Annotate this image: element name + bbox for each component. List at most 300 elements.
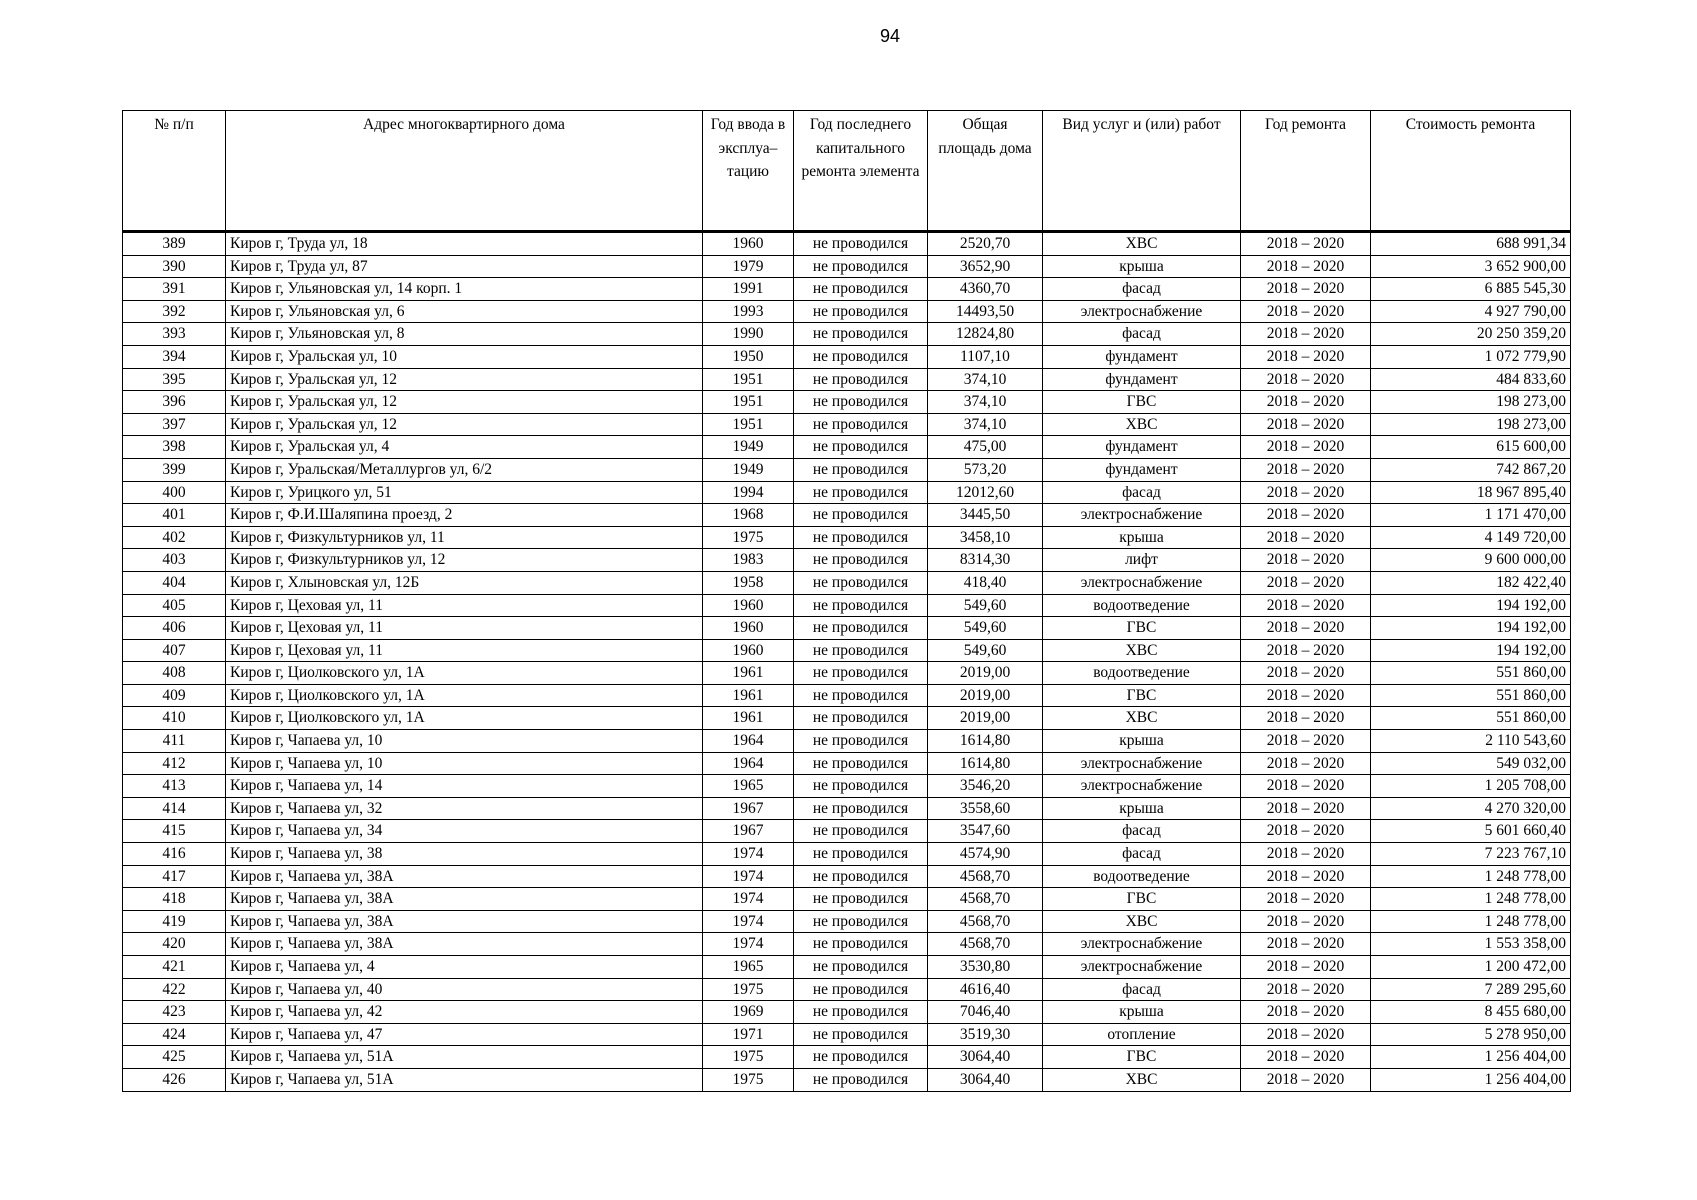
cell-num: 407 bbox=[123, 639, 226, 662]
cell-area: 7046,40 bbox=[928, 1001, 1043, 1024]
table-row bbox=[123, 232, 1571, 256]
cell-area: 8314,30 bbox=[928, 549, 1043, 572]
table-row bbox=[123, 684, 1571, 707]
cell-work-type: электроснабжение bbox=[1043, 775, 1241, 798]
header-num: № п/п bbox=[123, 111, 226, 232]
cell-cost: 1 248 778,00 bbox=[1371, 910, 1571, 933]
cell-work-type: фасад bbox=[1043, 820, 1241, 843]
cell-cost: 549 032,00 bbox=[1371, 752, 1571, 775]
header-year-built: Год ввода в эксплуа–тацию bbox=[703, 111, 794, 232]
cell-work-type: фасад bbox=[1043, 278, 1241, 301]
cell-cost: 7 289 295,60 bbox=[1371, 978, 1571, 1001]
table-row bbox=[123, 617, 1571, 640]
cell-num: 395 bbox=[123, 368, 226, 391]
cell-cost: 551 860,00 bbox=[1371, 707, 1571, 730]
cell-address: Киров г, Уральская ул, 12 bbox=[226, 368, 703, 391]
cell-last-repair: не проводился bbox=[794, 978, 928, 1001]
cell-year-built: 1968 bbox=[703, 504, 794, 527]
cell-address: Киров г, Чапаева ул, 47 bbox=[226, 1023, 703, 1046]
cell-area: 4568,70 bbox=[928, 933, 1043, 956]
cell-address: Киров г, Ульяновская ул, 8 bbox=[226, 323, 703, 346]
table-row bbox=[123, 639, 1571, 662]
cell-num: 424 bbox=[123, 1023, 226, 1046]
header-area: Общая площадь дома bbox=[928, 111, 1043, 232]
cell-year-built: 1964 bbox=[703, 730, 794, 753]
cell-work-type: ХВС bbox=[1043, 707, 1241, 730]
cell-address: Киров г, Уральская/Металлургов ул, 6/2 bbox=[226, 458, 703, 481]
cell-cost: 1 248 778,00 bbox=[1371, 865, 1571, 888]
cell-year-built: 1967 bbox=[703, 820, 794, 843]
cell-area: 475,00 bbox=[928, 436, 1043, 459]
cell-address: Киров г, Уральская ул, 12 bbox=[226, 413, 703, 436]
cell-last-repair: не проводился bbox=[794, 956, 928, 979]
cell-address: Киров г, Физкультурников ул, 12 bbox=[226, 549, 703, 572]
cell-area: 2019,00 bbox=[928, 662, 1043, 685]
cell-last-repair: не проводился bbox=[794, 662, 928, 685]
cell-year-built: 1949 bbox=[703, 436, 794, 459]
cell-address: Киров г, Чапаева ул, 51А bbox=[226, 1068, 703, 1091]
cell-repair-year: 2018 – 2020 bbox=[1241, 865, 1371, 888]
cell-year-built: 1975 bbox=[703, 526, 794, 549]
cell-last-repair: не проводился bbox=[794, 639, 928, 662]
cell-cost: 8 455 680,00 bbox=[1371, 1001, 1571, 1024]
cell-area: 573,20 bbox=[928, 458, 1043, 481]
cell-work-type: водоотведение bbox=[1043, 865, 1241, 888]
cell-work-type: крыша bbox=[1043, 255, 1241, 278]
table-header bbox=[123, 111, 1571, 232]
cell-cost: 484 833,60 bbox=[1371, 368, 1571, 391]
table-row bbox=[123, 255, 1571, 278]
cell-year-built: 1964 bbox=[703, 752, 794, 775]
cell-last-repair: не проводился bbox=[794, 684, 928, 707]
cell-work-type: ХВС bbox=[1043, 639, 1241, 662]
cell-address: Киров г, Чапаева ул, 40 bbox=[226, 978, 703, 1001]
cell-last-repair: не проводился bbox=[794, 707, 928, 730]
cell-cost: 5 601 660,40 bbox=[1371, 820, 1571, 843]
cell-cost: 1 200 472,00 bbox=[1371, 956, 1571, 979]
cell-num: 392 bbox=[123, 300, 226, 323]
cell-cost: 1 248 778,00 bbox=[1371, 888, 1571, 911]
cell-address: Киров г, Ульяновская ул, 6 bbox=[226, 300, 703, 323]
cell-year-built: 1971 bbox=[703, 1023, 794, 1046]
cell-repair-year: 2018 – 2020 bbox=[1241, 684, 1371, 707]
cell-year-built: 1961 bbox=[703, 707, 794, 730]
cell-repair-year: 2018 – 2020 bbox=[1241, 526, 1371, 549]
cell-num: 417 bbox=[123, 865, 226, 888]
cell-year-built: 1994 bbox=[703, 481, 794, 504]
cell-work-type: ГВС bbox=[1043, 1046, 1241, 1069]
cell-year-built: 1974 bbox=[703, 910, 794, 933]
header-repair-year: Год ремонта bbox=[1241, 111, 1371, 232]
cell-address: Киров г, Физкультурников ул, 11 bbox=[226, 526, 703, 549]
cell-repair-year: 2018 – 2020 bbox=[1241, 481, 1371, 504]
cell-work-type: фасад bbox=[1043, 323, 1241, 346]
cell-address: Киров г, Урицкого ул, 51 bbox=[226, 481, 703, 504]
cell-last-repair: не проводился bbox=[794, 1001, 928, 1024]
cell-work-type: крыша bbox=[1043, 1001, 1241, 1024]
cell-last-repair: не проводился bbox=[794, 391, 928, 414]
cell-year-built: 1974 bbox=[703, 865, 794, 888]
cell-repair-year: 2018 – 2020 bbox=[1241, 775, 1371, 798]
cell-cost: 7 223 767,10 bbox=[1371, 843, 1571, 866]
cell-area: 3530,80 bbox=[928, 956, 1043, 979]
cell-repair-year: 2018 – 2020 bbox=[1241, 617, 1371, 640]
cell-repair-year: 2018 – 2020 bbox=[1241, 391, 1371, 414]
cell-last-repair: не проводился bbox=[794, 888, 928, 911]
cell-area: 3558,60 bbox=[928, 797, 1043, 820]
cell-repair-year: 2018 – 2020 bbox=[1241, 549, 1371, 572]
cell-repair-year: 2018 – 2020 bbox=[1241, 1001, 1371, 1024]
cell-year-built: 1951 bbox=[703, 413, 794, 436]
cell-work-type: крыша bbox=[1043, 730, 1241, 753]
cell-year-built: 1961 bbox=[703, 684, 794, 707]
cell-year-built: 1991 bbox=[703, 278, 794, 301]
cell-repair-year: 2018 – 2020 bbox=[1241, 752, 1371, 775]
cell-cost: 615 600,00 bbox=[1371, 436, 1571, 459]
cell-num: 398 bbox=[123, 436, 226, 459]
cell-cost: 5 278 950,00 bbox=[1371, 1023, 1571, 1046]
cell-repair-year: 2018 – 2020 bbox=[1241, 707, 1371, 730]
cell-last-repair: не проводился bbox=[794, 413, 928, 436]
cell-repair-year: 2018 – 2020 bbox=[1241, 504, 1371, 527]
header-last-repair: Год последнего капитального ремонта элемента bbox=[794, 111, 928, 232]
table-row bbox=[123, 1068, 1571, 1091]
cell-work-type: водоотведение bbox=[1043, 662, 1241, 685]
cell-cost: 4 149 720,00 bbox=[1371, 526, 1571, 549]
cell-area: 2019,00 bbox=[928, 684, 1043, 707]
header-address: Адрес многоквартирного дома bbox=[226, 111, 703, 232]
table-row bbox=[123, 797, 1571, 820]
cell-area: 3064,40 bbox=[928, 1046, 1043, 1069]
cell-area: 2520,70 bbox=[928, 232, 1043, 256]
table-row bbox=[123, 571, 1571, 594]
cell-area: 3547,60 bbox=[928, 820, 1043, 843]
cell-cost: 1 553 358,00 bbox=[1371, 933, 1571, 956]
table-row bbox=[123, 933, 1571, 956]
cell-last-repair: не проводился bbox=[794, 368, 928, 391]
table-row bbox=[123, 436, 1571, 459]
repair-table bbox=[122, 110, 1571, 1092]
cell-repair-year: 2018 – 2020 bbox=[1241, 978, 1371, 1001]
cell-work-type: ХВС bbox=[1043, 1068, 1241, 1091]
table-row bbox=[123, 458, 1571, 481]
cell-area: 14493,50 bbox=[928, 300, 1043, 323]
table-row bbox=[123, 978, 1571, 1001]
table-row bbox=[123, 775, 1571, 798]
table-row bbox=[123, 391, 1571, 414]
cell-num: 390 bbox=[123, 255, 226, 278]
cell-area: 3652,90 bbox=[928, 255, 1043, 278]
cell-cost: 1 205 708,00 bbox=[1371, 775, 1571, 798]
cell-area: 3064,40 bbox=[928, 1068, 1043, 1091]
cell-num: 405 bbox=[123, 594, 226, 617]
table-row bbox=[123, 368, 1571, 391]
cell-num: 422 bbox=[123, 978, 226, 1001]
cell-year-built: 1949 bbox=[703, 458, 794, 481]
cell-year-built: 1993 bbox=[703, 300, 794, 323]
cell-num: 403 bbox=[123, 549, 226, 572]
cell-last-repair: не проводился bbox=[794, 526, 928, 549]
header-row bbox=[123, 111, 1571, 232]
table-row bbox=[123, 549, 1571, 572]
cell-work-type: водоотведение bbox=[1043, 594, 1241, 617]
table-row bbox=[123, 865, 1571, 888]
cell-cost: 742 867,20 bbox=[1371, 458, 1571, 481]
cell-cost: 194 192,00 bbox=[1371, 639, 1571, 662]
cell-repair-year: 2018 – 2020 bbox=[1241, 956, 1371, 979]
cell-repair-year: 2018 – 2020 bbox=[1241, 1023, 1371, 1046]
cell-work-type: ГВС bbox=[1043, 391, 1241, 414]
cell-year-built: 1975 bbox=[703, 978, 794, 1001]
cell-work-type: электроснабжение bbox=[1043, 504, 1241, 527]
cell-year-built: 1975 bbox=[703, 1046, 794, 1069]
cell-num: 406 bbox=[123, 617, 226, 640]
cell-num: 425 bbox=[123, 1046, 226, 1069]
cell-num: 404 bbox=[123, 571, 226, 594]
table-row bbox=[123, 888, 1571, 911]
cell-area: 1614,80 bbox=[928, 752, 1043, 775]
cell-address: Киров г, Труда ул, 87 bbox=[226, 255, 703, 278]
table-row bbox=[123, 300, 1571, 323]
cell-address: Киров г, Чапаева ул, 38А bbox=[226, 933, 703, 956]
cell-cost: 6 885 545,30 bbox=[1371, 278, 1571, 301]
cell-last-repair: не проводился bbox=[794, 458, 928, 481]
cell-address: Киров г, Цеховая ул, 11 bbox=[226, 639, 703, 662]
cell-work-type: фасад bbox=[1043, 978, 1241, 1001]
cell-area: 418,40 bbox=[928, 571, 1043, 594]
cell-cost: 1 256 404,00 bbox=[1371, 1046, 1571, 1069]
cell-year-built: 1960 bbox=[703, 594, 794, 617]
table-row bbox=[123, 1001, 1571, 1024]
cell-last-repair: не проводился bbox=[794, 323, 928, 346]
cell-num: 416 bbox=[123, 843, 226, 866]
cell-area: 374,10 bbox=[928, 391, 1043, 414]
cell-repair-year: 2018 – 2020 bbox=[1241, 458, 1371, 481]
cell-repair-year: 2018 – 2020 bbox=[1241, 730, 1371, 753]
cell-work-type: лифт bbox=[1043, 549, 1241, 572]
cell-repair-year: 2018 – 2020 bbox=[1241, 843, 1371, 866]
cell-address: Киров г, Уральская ул, 10 bbox=[226, 345, 703, 368]
cell-num: 408 bbox=[123, 662, 226, 685]
cell-cost: 551 860,00 bbox=[1371, 684, 1571, 707]
cell-work-type: электроснабжение bbox=[1043, 933, 1241, 956]
cell-address: Киров г, Цеховая ул, 11 bbox=[226, 594, 703, 617]
cell-num: 414 bbox=[123, 797, 226, 820]
cell-repair-year: 2018 – 2020 bbox=[1241, 345, 1371, 368]
cell-address: Киров г, Уральская ул, 4 bbox=[226, 436, 703, 459]
cell-address: Киров г, Чапаева ул, 38 bbox=[226, 843, 703, 866]
cell-year-built: 1990 bbox=[703, 323, 794, 346]
cell-num: 391 bbox=[123, 278, 226, 301]
cell-repair-year: 2018 – 2020 bbox=[1241, 933, 1371, 956]
cell-num: 411 bbox=[123, 730, 226, 753]
cell-last-repair: не проводился bbox=[794, 730, 928, 753]
cell-work-type: отопление bbox=[1043, 1023, 1241, 1046]
page-number: 94 bbox=[879, 26, 901, 46]
cell-repair-year: 2018 – 2020 bbox=[1241, 820, 1371, 843]
cell-num: 421 bbox=[123, 956, 226, 979]
cell-address: Киров г, Ф.И.Шаляпина проезд, 2 bbox=[226, 504, 703, 527]
cell-repair-year: 2018 – 2020 bbox=[1241, 368, 1371, 391]
cell-address: Киров г, Чапаева ул, 38А bbox=[226, 910, 703, 933]
header-work-type: Вид услуг и (или) работ bbox=[1043, 111, 1241, 232]
cell-repair-year: 2018 – 2020 bbox=[1241, 1046, 1371, 1069]
cell-cost: 1 256 404,00 bbox=[1371, 1068, 1571, 1091]
cell-year-built: 1960 bbox=[703, 232, 794, 256]
cell-num: 423 bbox=[123, 1001, 226, 1024]
cell-last-repair: не проводился bbox=[794, 843, 928, 866]
cell-address: Киров г, Чапаева ул, 34 bbox=[226, 820, 703, 843]
cell-repair-year: 2018 – 2020 bbox=[1241, 797, 1371, 820]
cell-num: 393 bbox=[123, 323, 226, 346]
table-row bbox=[123, 820, 1571, 843]
cell-area: 4616,40 bbox=[928, 978, 1043, 1001]
cell-work-type: электроснабжение bbox=[1043, 752, 1241, 775]
cell-cost: 1 072 779,90 bbox=[1371, 345, 1571, 368]
cell-year-built: 1960 bbox=[703, 639, 794, 662]
cell-last-repair: не проводился bbox=[794, 300, 928, 323]
cell-cost: 198 273,00 bbox=[1371, 413, 1571, 436]
cell-repair-year: 2018 – 2020 bbox=[1241, 910, 1371, 933]
cell-area: 4568,70 bbox=[928, 865, 1043, 888]
cell-address: Киров г, Чапаева ул, 4 bbox=[226, 956, 703, 979]
cell-year-built: 1975 bbox=[703, 1068, 794, 1091]
cell-cost: 3 652 900,00 bbox=[1371, 255, 1571, 278]
cell-last-repair: не проводился bbox=[794, 1023, 928, 1046]
cell-last-repair: не проводился bbox=[794, 481, 928, 504]
cell-num: 420 bbox=[123, 933, 226, 956]
cell-cost: 198 273,00 bbox=[1371, 391, 1571, 414]
cell-work-type: ХВС bbox=[1043, 413, 1241, 436]
table-body bbox=[123, 232, 1571, 1092]
cell-repair-year: 2018 – 2020 bbox=[1241, 232, 1371, 256]
table-row bbox=[123, 1046, 1571, 1069]
cell-address: Киров г, Уральская ул, 12 bbox=[226, 391, 703, 414]
cell-last-repair: не проводился bbox=[794, 797, 928, 820]
cell-repair-year: 2018 – 2020 bbox=[1241, 436, 1371, 459]
table-row bbox=[123, 752, 1571, 775]
table-row bbox=[123, 526, 1571, 549]
cell-year-built: 1974 bbox=[703, 888, 794, 911]
cell-area: 374,10 bbox=[928, 413, 1043, 436]
cell-num: 396 bbox=[123, 391, 226, 414]
cell-num: 419 bbox=[123, 910, 226, 933]
cell-area: 549,60 bbox=[928, 639, 1043, 662]
cell-num: 394 bbox=[123, 345, 226, 368]
cell-work-type: ГВС bbox=[1043, 617, 1241, 640]
cell-num: 400 bbox=[123, 481, 226, 504]
cell-num: 426 bbox=[123, 1068, 226, 1091]
cell-repair-year: 2018 – 2020 bbox=[1241, 571, 1371, 594]
cell-address: Киров г, Чапаева ул, 38А bbox=[226, 888, 703, 911]
cell-area: 374,10 bbox=[928, 368, 1043, 391]
cell-repair-year: 2018 – 2020 bbox=[1241, 278, 1371, 301]
cell-work-type: электроснабжение bbox=[1043, 571, 1241, 594]
cell-last-repair: не проводился bbox=[794, 865, 928, 888]
cell-area: 3445,50 bbox=[928, 504, 1043, 527]
cell-area: 2019,00 bbox=[928, 707, 1043, 730]
cell-work-type: электроснабжение bbox=[1043, 300, 1241, 323]
cell-num: 402 bbox=[123, 526, 226, 549]
cell-repair-year: 2018 – 2020 bbox=[1241, 413, 1371, 436]
cell-cost: 688 991,34 bbox=[1371, 232, 1571, 256]
table-row bbox=[123, 730, 1571, 753]
cell-last-repair: не проводился bbox=[794, 255, 928, 278]
cell-year-built: 1974 bbox=[703, 933, 794, 956]
cell-repair-year: 2018 – 2020 bbox=[1241, 300, 1371, 323]
table-row bbox=[123, 662, 1571, 685]
cell-address: Киров г, Чапаева ул, 38А bbox=[226, 865, 703, 888]
cell-work-type: электроснабжение bbox=[1043, 956, 1241, 979]
cell-cost: 4 270 320,00 bbox=[1371, 797, 1571, 820]
cell-work-type: фундамент bbox=[1043, 436, 1241, 459]
table-row bbox=[123, 594, 1571, 617]
cell-num: 401 bbox=[123, 504, 226, 527]
cell-last-repair: не проводился bbox=[794, 594, 928, 617]
cell-last-repair: не проводился bbox=[794, 232, 928, 256]
cell-num: 409 bbox=[123, 684, 226, 707]
cell-area: 4568,70 bbox=[928, 888, 1043, 911]
cell-num: 412 bbox=[123, 752, 226, 775]
cell-address: Киров г, Чапаева ул, 42 bbox=[226, 1001, 703, 1024]
cell-cost: 2 110 543,60 bbox=[1371, 730, 1571, 753]
cell-address: Киров г, Циолковского ул, 1А bbox=[226, 684, 703, 707]
cell-repair-year: 2018 – 2020 bbox=[1241, 594, 1371, 617]
cell-area: 3458,10 bbox=[928, 526, 1043, 549]
table-row bbox=[123, 1023, 1571, 1046]
cell-area: 4360,70 bbox=[928, 278, 1043, 301]
cell-area: 4568,70 bbox=[928, 910, 1043, 933]
cell-address: Киров г, Труда ул, 18 bbox=[226, 232, 703, 256]
cell-work-type: ХВС bbox=[1043, 910, 1241, 933]
cell-area: 3546,20 bbox=[928, 775, 1043, 798]
cell-last-repair: не проводился bbox=[794, 752, 928, 775]
table-row bbox=[123, 843, 1571, 866]
cell-address: Киров г, Чапаева ул, 10 bbox=[226, 752, 703, 775]
cell-area: 549,60 bbox=[928, 617, 1043, 640]
cell-area: 12824,80 bbox=[928, 323, 1043, 346]
cell-address: Киров г, Циолковского ул, 1А bbox=[226, 662, 703, 685]
cell-last-repair: не проводился bbox=[794, 278, 928, 301]
cell-address: Киров г, Циолковского ул, 1А bbox=[226, 707, 703, 730]
cell-work-type: фасад bbox=[1043, 843, 1241, 866]
cell-repair-year: 2018 – 2020 bbox=[1241, 662, 1371, 685]
cell-cost: 182 422,40 bbox=[1371, 571, 1571, 594]
cell-work-type: крыша bbox=[1043, 526, 1241, 549]
cell-last-repair: не проводился bbox=[794, 549, 928, 572]
table-row bbox=[123, 278, 1571, 301]
cell-work-type: ХВС bbox=[1043, 232, 1241, 256]
cell-year-built: 1965 bbox=[703, 956, 794, 979]
cell-num: 413 bbox=[123, 775, 226, 798]
cell-repair-year: 2018 – 2020 bbox=[1241, 888, 1371, 911]
cell-cost: 9 600 000,00 bbox=[1371, 549, 1571, 572]
cell-cost: 20 250 359,20 bbox=[1371, 323, 1571, 346]
cell-work-type: ГВС bbox=[1043, 684, 1241, 707]
cell-cost: 551 860,00 bbox=[1371, 662, 1571, 685]
cell-work-type: крыша bbox=[1043, 797, 1241, 820]
cell-repair-year: 2018 – 2020 bbox=[1241, 323, 1371, 346]
cell-num: 397 bbox=[123, 413, 226, 436]
cell-year-built: 1969 bbox=[703, 1001, 794, 1024]
cell-last-repair: не проводился bbox=[794, 571, 928, 594]
cell-last-repair: не проводился bbox=[794, 910, 928, 933]
cell-address: Киров г, Цеховая ул, 11 bbox=[226, 617, 703, 640]
cell-address: Киров г, Чапаева ул, 51А bbox=[226, 1046, 703, 1069]
cell-last-repair: не проводился bbox=[794, 345, 928, 368]
cell-last-repair: не проводился bbox=[794, 1046, 928, 1069]
cell-year-built: 1950 bbox=[703, 345, 794, 368]
